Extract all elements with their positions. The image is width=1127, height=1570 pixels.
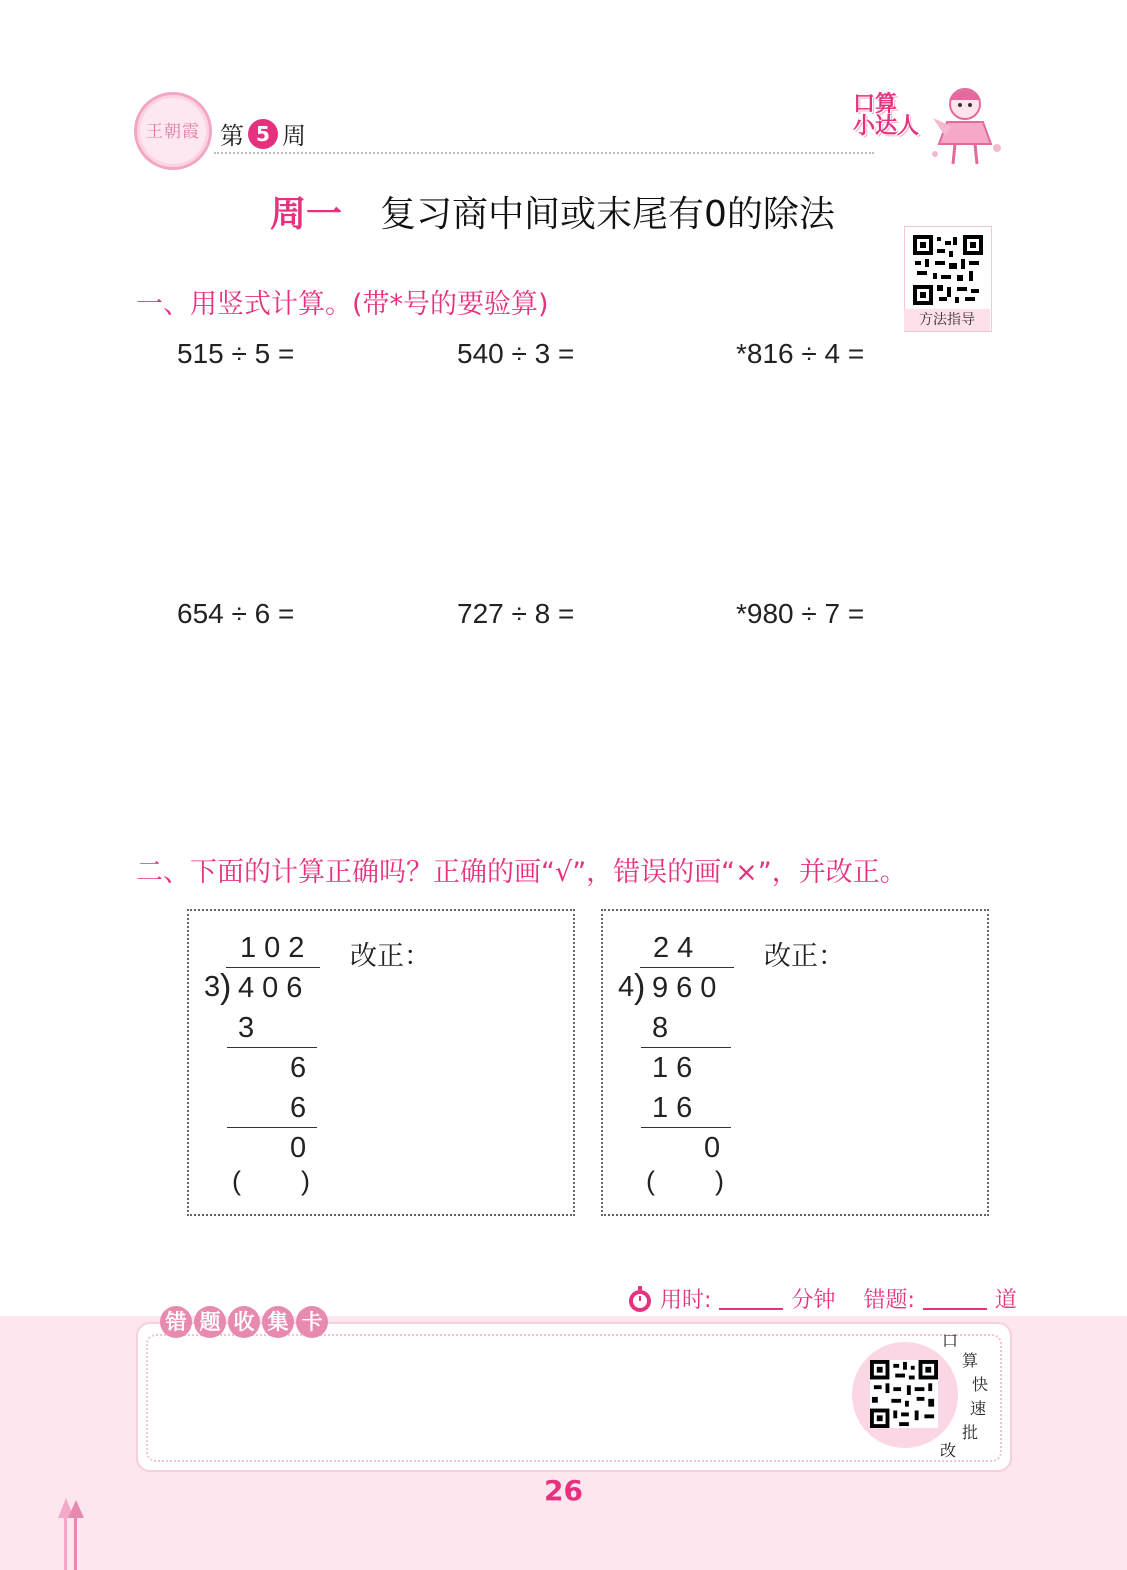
quotient-1: 102 (240, 932, 313, 964)
errors-unit: 道 (994, 1288, 1017, 1313)
errors-blank[interactable] (923, 1288, 987, 1310)
quick-check-qr[interactable] (870, 1360, 938, 1428)
time-label: 用时: (660, 1288, 712, 1313)
week-suffix: 周 (282, 122, 306, 150)
step-line-2a (641, 1047, 731, 1048)
quotient-2: 24 (653, 932, 702, 964)
timing-stats (626, 1283, 1017, 1314)
answer-blank-2[interactable]: ( ) (646, 1166, 724, 1196)
problem-4: 654 ÷ 6 = (177, 598, 295, 629)
correction-label-1: 改正： (350, 941, 431, 972)
division-bar-1 (226, 967, 320, 968)
time-unit: 分钟 (791, 1288, 836, 1313)
time-blank[interactable] (719, 1288, 783, 1310)
card-title-char: 收 (228, 1306, 260, 1338)
division-bar-2 (640, 967, 734, 968)
qr-code-icon (870, 1360, 938, 1428)
publisher-seal-logo (134, 92, 212, 170)
card-title-char: 卡 (296, 1306, 328, 1338)
lesson-title: 复习商中间或末尾有0的除法 (380, 194, 835, 235)
answer-blank-1[interactable]: ( ) (232, 1166, 310, 1196)
dividend-2: 960 (652, 972, 725, 1004)
dividend-1: 406 (238, 972, 311, 1004)
problem-3: *816 ÷ 4 = (736, 338, 865, 369)
step2-1: 6 (290, 1052, 315, 1084)
remainder-1: 0 (290, 1132, 315, 1164)
remainder-2: 0 (704, 1132, 729, 1164)
card-title-char: 集 (262, 1306, 294, 1338)
card-title-char: 错 (160, 1306, 192, 1338)
problem-2: 540 ÷ 3 = (457, 338, 575, 369)
divisor-2: 4 (618, 971, 635, 1003)
seal-text: 王朝霞 (146, 122, 200, 142)
section2-heading: 二、下面的计算正确吗？正确的画“√”，错误的画“×”，并改正。 (136, 857, 907, 888)
qr-code-icon (913, 235, 983, 305)
division-bracket-2: ) (634, 968, 646, 1006)
step-line-2b (641, 1127, 731, 1128)
step2-2: 16 (652, 1052, 701, 1084)
step-line-1a (227, 1047, 317, 1048)
division-bracket-1: ) (220, 968, 232, 1006)
quick-check-caption (938, 1328, 989, 1460)
problem-1: 515 ÷ 5 = (177, 338, 295, 369)
problem-6: *980 ÷ 7 = (736, 598, 865, 629)
week-number-badge: 5 (248, 119, 278, 149)
header-divider (214, 152, 874, 154)
step3-1: 6 (290, 1092, 315, 1124)
quick-check-char: 算 (962, 1351, 979, 1370)
week-label (220, 116, 306, 151)
page-number: 26 (544, 1474, 583, 1507)
week-prefix: 第 (220, 122, 244, 150)
step1-1: 3 (238, 1012, 263, 1044)
section1-heading: 一、用竖式计算。(带*号的要验算) (136, 289, 549, 320)
cartoon-girl-icon (925, 78, 1013, 170)
stopwatch-icon (626, 1285, 654, 1313)
brand-line-2: 小达人 (853, 114, 920, 139)
problem-5: 727 ÷ 8 = (457, 598, 575, 629)
step3-2: 16 (652, 1092, 701, 1124)
divisor-1: 3 (204, 971, 221, 1003)
error-card-title (160, 1306, 328, 1340)
quick-check-char: 速 (970, 1399, 987, 1418)
brand-line-1: 口算 (853, 92, 898, 117)
brand-logo (853, 94, 923, 138)
lesson-day: 周一 (270, 194, 343, 235)
correction-label-2: 改正： (764, 941, 845, 972)
errors-label: 错题: (863, 1288, 915, 1313)
card-title-char: 题 (194, 1306, 226, 1338)
quick-check-char: 批 (962, 1423, 979, 1442)
arrow-decoration-icon (52, 1498, 88, 1570)
method-guide-caption: 方法指导 (904, 309, 990, 331)
quick-check-char: 口 (942, 1331, 959, 1350)
step-line-1b (227, 1127, 317, 1128)
step1-2: 8 (652, 1012, 677, 1044)
quick-check-char: 改 (940, 1441, 957, 1460)
quick-check-char: 快 (972, 1375, 989, 1394)
